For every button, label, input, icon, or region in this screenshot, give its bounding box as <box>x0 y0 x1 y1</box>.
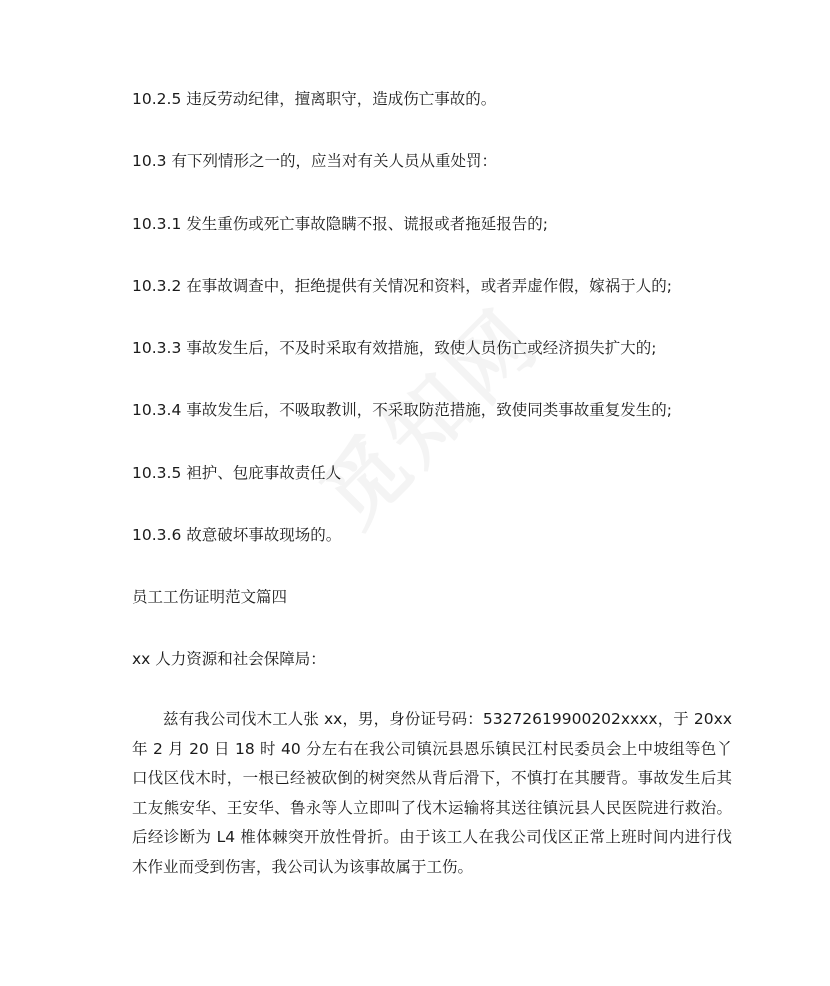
clause-10-3-4: 10.3.4 事故发生后，不吸取教训，不采取防范措施，致使同类事故重复发生的; <box>132 401 672 419</box>
clause-10-3-3: 10.3.3 事故发生后，不及时采取有效措施，致使人员伤亡或经济损失扩大的; <box>132 339 657 357</box>
clause-10-3-2: 10.3.2 在事故调查中，拒绝提供有关情况和资料，或者弄虚作假，嫁祸于人的; <box>132 277 672 295</box>
clause-10-2-5: 10.2.5 违反劳动纪律，擅离职守，造成伤亡事故的。 <box>132 90 497 108</box>
clause-10-3-1: 10.3.1 发生重伤或死亡事故隐瞒不报、谎报或者拖延报告的; <box>132 215 548 233</box>
clause-10-3: 10.3 有下列情形之一的，应当对有关人员从重处罚： <box>132 152 497 170</box>
section-heading: 员工工伤证明范文篇四 <box>132 588 288 606</box>
clause-10-3-6: 10.3.6 故意破坏事故现场的。 <box>132 526 342 544</box>
addressee-line: xx 人力资源和社会保障局： <box>132 650 326 668</box>
body-paragraph: 兹有我公司伐木工人张 xx，男，身份证号码：53272619900202xxxx，于 20xx 年 2 月 20 日 18 时 40 分左右在我公司镇沅县恩乐镇民江村民委员会上中坡组等色丫口伐区伐木时，一根已经被砍倒的树突然从背后滑下，不慎打在其腰背。事故发生后其工友熊安华、王安华、鲁永等人立即叫了伐木运输将其送往镇沅县人民医院进行救治。后经诊断为 L4 椎体棘突开放性骨折。由于该工人在我公司伐区正常上班时间内进行伐木作业而受到伤害，我公司认为该事故属于工伤。 <box>132 710 732 876</box>
clause-10-3-5: 10.3.5 袒护、包庇事故责任人 <box>132 464 342 482</box>
